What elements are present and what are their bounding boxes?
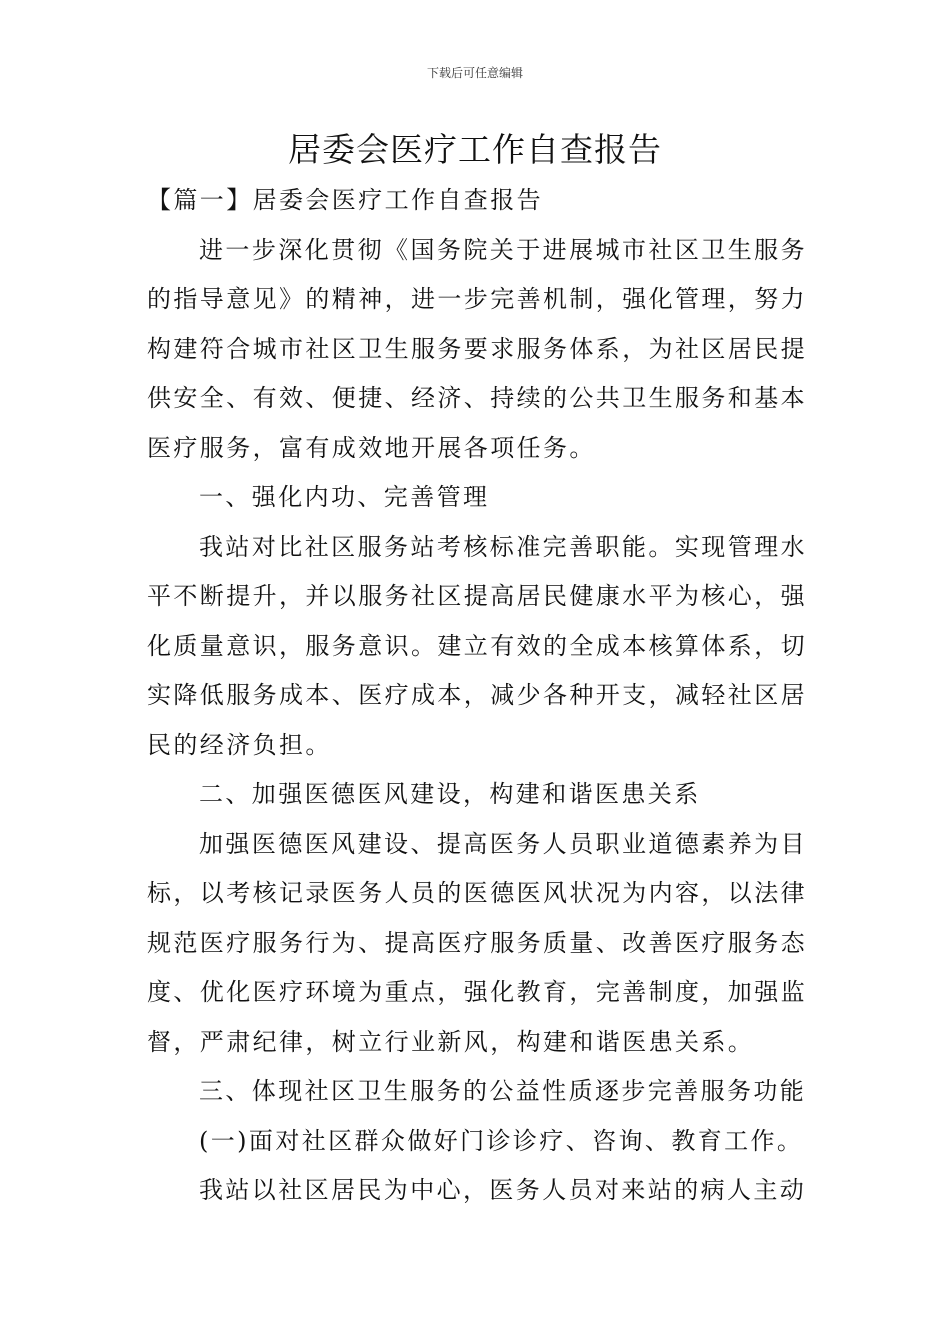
paragraph-section-1: 我站对比社区服务站考核标准完善职能。实现管理水平不断提升，并以服务社区提高居民健康水平为核心，强化质量意识，服务意识。建立有效的全成本核算体系，切实降低服务成本、医疗成本，减少各种开支，减轻社区居民的经济负担。 bbox=[147, 532, 807, 759]
header-note: 下载后可任意编辑 bbox=[426, 66, 523, 80]
section-heading-part-one: 【篇一】居委会医疗工作自查报告 bbox=[147, 186, 543, 214]
document-body bbox=[147, 176, 807, 1216]
paragraph-intro: 进一步深化贯彻《国务院关于进展城市社区卫生服务的指导意见》的精神，进一步完善机制，强化管理，努力构建符合城市社区卫生服务要求服务体系，为社区居民提供安全、有效、便捷、经济、持续的公共卫生服务和基本医疗服务，富有成效地开展各项任务。 bbox=[147, 235, 807, 462]
heading-section-2: 二、加强医德医风建设，构建和谐医患关系 bbox=[199, 780, 701, 808]
paragraph-section-3-1: 我站以社区居民为中心，医务人员对来站的病人主动 bbox=[199, 1176, 807, 1204]
paragraph-section-2: 加强医德医风建设、提高医务人员职业道德素养为目标，以考核记录医务人员的医德医风状况为内容，以法律规范医疗服务行为、提高医疗服务质量、改善医疗服务态度、优化医疗环境为重点，强化教育，完善制度，加强监督，严肃纪律，树立行业新风，构建和谐医患关系。 bbox=[147, 829, 807, 1056]
subheading-section-3-1: (一)面对社区群众做好门诊诊疗、咨询、教育工作。 bbox=[199, 1126, 804, 1155]
document-title: 居委会医疗工作自查报告 bbox=[288, 130, 662, 169]
heading-section-1: 一、强化内功、完善管理 bbox=[199, 483, 490, 511]
heading-section-3: 三、体现社区卫生服务的公益性质逐步完善服务功能 bbox=[199, 1077, 807, 1105]
